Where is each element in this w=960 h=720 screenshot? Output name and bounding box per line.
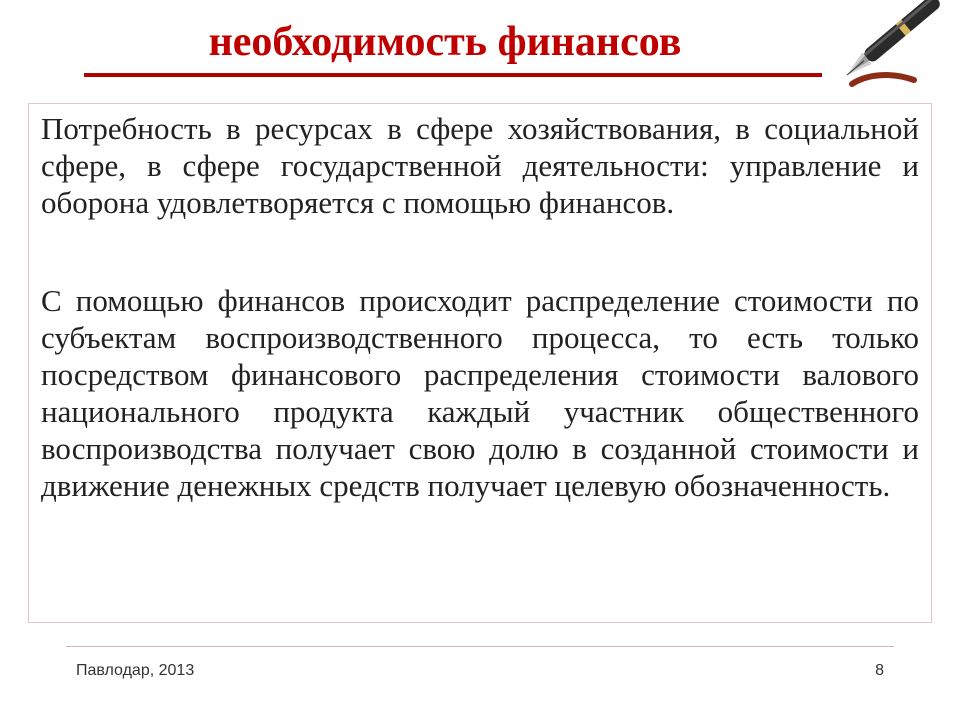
- paragraph-2: С помощью финансов происходит распределение стоимости по субъектам воспроизводственного процесса, то есть только посредством финансового распределения стоимости валового национального продукта каждый участник общественного воспроизводства получает свою долю в созданной стоимости и движение денежных средств получает целевую обозначенность.: [41, 283, 919, 503]
- content-box: [28, 103, 932, 623]
- title-underline: [84, 73, 830, 77]
- footer-divider: [66, 646, 894, 647]
- footer-location-year: Павлодар, 2013: [76, 662, 195, 679]
- fountain-pen-icon: [822, 0, 940, 100]
- paragraph-1: Потребность в ресурсах в сфере хозяйствования, в социальной сфере, в сфере государственной деятельности: управление и оборона удовлетворяется с помощью финансов.: [41, 111, 919, 220]
- page-number: 8: [875, 662, 884, 679]
- slide-title: необходимость финансов: [208, 19, 682, 65]
